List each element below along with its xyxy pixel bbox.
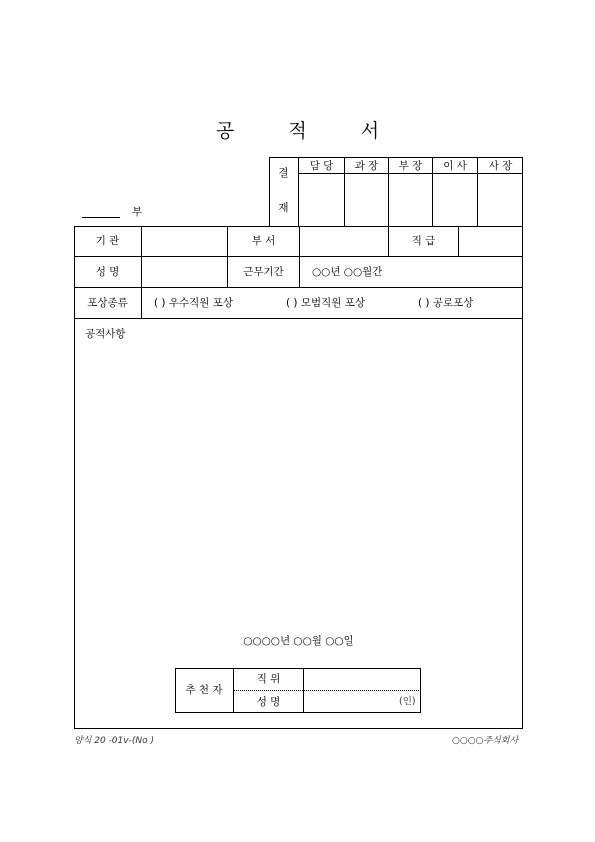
title-char-1: 공 bbox=[215, 120, 235, 142]
award-option-excellent[interactable]: ( ) 우수직원 포상 bbox=[154, 297, 234, 309]
merit-text-area[interactable] bbox=[80, 345, 517, 625]
approval-side-label: 결 bbox=[278, 167, 289, 179]
dept-suffix: 부 bbox=[132, 206, 143, 218]
org-label: 기 관 bbox=[95, 235, 120, 247]
award-label: 포상종류 bbox=[87, 297, 128, 309]
name-label: 성 명 bbox=[95, 266, 120, 278]
approval-side-label: 재 bbox=[278, 202, 289, 214]
service-label: 근무기간 bbox=[243, 266, 284, 278]
title-char-3: 서 bbox=[360, 120, 380, 142]
document-title bbox=[0, 116, 595, 143]
row-line bbox=[74, 318, 523, 319]
col-line bbox=[299, 256, 300, 287]
approval-col-header: 사 장 bbox=[488, 160, 513, 172]
approval-header-line bbox=[298, 173, 523, 174]
approval-col-header: 부 장 bbox=[398, 160, 423, 172]
name-field[interactable] bbox=[142, 257, 227, 287]
dept-field[interactable] bbox=[300, 227, 388, 256]
merit-label: 공적사항 bbox=[85, 328, 126, 340]
title-char-2: 적 bbox=[288, 120, 307, 142]
form-number: 양식 20 -01v-(No ) bbox=[74, 736, 154, 746]
approval-col-header: 이 사 bbox=[443, 160, 467, 172]
rec-position-field[interactable] bbox=[304, 669, 420, 689]
rec-position-label: 직 위 bbox=[256, 673, 281, 685]
company-name: ○○○○주식회사 bbox=[452, 736, 519, 746]
award-option-merit[interactable]: ( ) 공로포상 bbox=[418, 297, 474, 309]
rank-label: 직 급 bbox=[411, 235, 436, 247]
award-option-model[interactable]: ( ) 모범직원 포상 bbox=[286, 297, 366, 309]
seal-mark: (인) bbox=[399, 696, 416, 707]
document-date: ○○○○년 ○○월 ○○일 bbox=[243, 635, 354, 647]
approval-col-header: 과 장 bbox=[354, 160, 379, 172]
org-field[interactable] bbox=[142, 227, 227, 256]
col-line bbox=[141, 287, 142, 318]
dept-label: 부 서 bbox=[251, 235, 276, 247]
recommender-label: 추 천 자 bbox=[185, 684, 223, 696]
dept-blank-line[interactable] bbox=[82, 217, 120, 218]
rec-name-label: 성 명 bbox=[256, 696, 281, 708]
service-value[interactable]: ○○년 ○○월간 bbox=[312, 266, 383, 278]
rank-field[interactable] bbox=[459, 227, 522, 256]
approval-col-header: 담 당 bbox=[309, 160, 334, 172]
